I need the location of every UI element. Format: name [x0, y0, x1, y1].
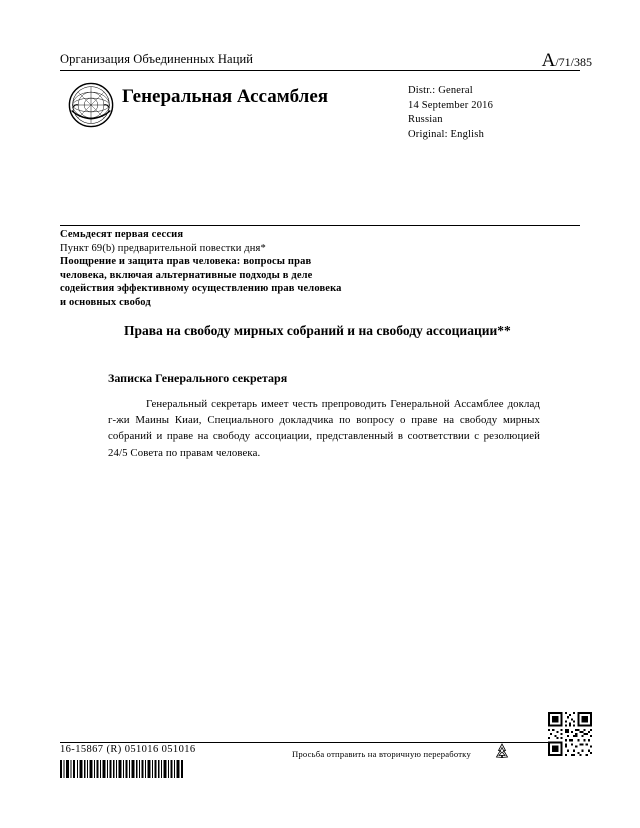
distribution-block [408, 84, 493, 142]
distribution-line: 14 September 2016 [408, 99, 494, 111]
session-divider [60, 225, 580, 226]
session-line: содействия эффективному осуществлению прав человека [60, 283, 342, 295]
qr-code [548, 712, 592, 756]
document-symbol-prefix: A [541, 50, 556, 71]
page-subtitle: Записка Генерального секретаря [108, 371, 288, 385]
distribution-line: Original: English [408, 128, 485, 140]
body-name: Генеральная Ассамблея [122, 86, 329, 107]
body-paragraph: Генеральный секретарь имеет честь препроводить Генеральной Ассамблее доклад г-жи Маины Киаи, Специального докладчика по вопросу о праве на свободу мирных собраний и праве на свободу ассоциации, представленный в соответствии с резолюцией 24/5 Совета по правам человека. [108, 398, 540, 459]
page-title: Права на свободу мирных собраний и на свободу ассоциации** [124, 323, 511, 338]
barcode [60, 760, 184, 778]
recycle-note: Просьба отправить на вторичную переработку [292, 749, 471, 759]
session-line: Семьдесят первая сессия [60, 229, 184, 240]
session-line: и основных свобод [60, 296, 151, 308]
header-divider [60, 70, 580, 71]
session-line: человека, включая альтернативные подходы в деле [60, 269, 313, 281]
distribution-line: Distr.: General [408, 85, 473, 96]
un-emblem-icon [68, 82, 114, 128]
session-info [60, 228, 390, 310]
session-line: Поощрение и защита прав человека: вопросы прав [60, 256, 312, 268]
recycle-icon [494, 742, 510, 760]
document-symbol [542, 50, 592, 72]
masthead [60, 78, 580, 144]
organization-name: Организация Объединенных Наций [60, 52, 254, 66]
job-number: 16-15867 (R) 051016 051016 [60, 744, 196, 755]
distribution-line: Russian [408, 114, 443, 125]
session-line: Пункт 69(b) предварительной повестки дня* [60, 242, 266, 254]
document-symbol-suffix: /71/385 [555, 55, 592, 69]
